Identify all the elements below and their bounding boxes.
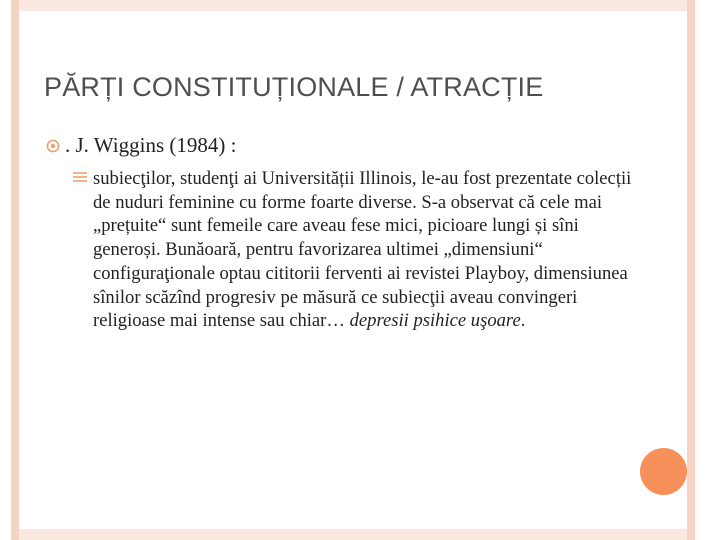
bullet-level1-text: . J. Wiggins (1984) : xyxy=(65,133,237,157)
paragraph-main-text: subiecţilor, studenţi ai Universității Illinois, le-au fost prezentate colecții de nuduri feminine cu forme foarte diverse. S-a observat că cele mai „prețuite“ sunt femeile care aveau fese mici, picioare lungi și sîni generoși. Bunăoară, pentru favorizarea ultimei „dimensiuni“ configuraţionale optau cititorii ferventi ai revistei Playboy, dimensiunea sînilor scăzînd progresiv pe măsură ce subiecţii aveau convingeri religioase mai intense sau chiar… xyxy=(93,168,632,332)
slide-title: PĂRȚI CONSTITUȚIONALE / ATRACȚIE xyxy=(44,72,544,102)
paragraph-italic-text: depresii psihice uşoare xyxy=(349,310,521,332)
bullet-level2-paragraph xyxy=(93,167,633,333)
slide-frame-top xyxy=(19,0,687,11)
circle-target-icon xyxy=(46,139,60,153)
slide-frame-bottom xyxy=(19,529,687,540)
paragraph-end-text: . xyxy=(520,310,526,332)
slide-frame-left xyxy=(11,0,19,540)
slide-frame-right xyxy=(687,0,695,540)
dash-lines-icon xyxy=(72,171,88,183)
decorative-circle xyxy=(640,448,687,495)
